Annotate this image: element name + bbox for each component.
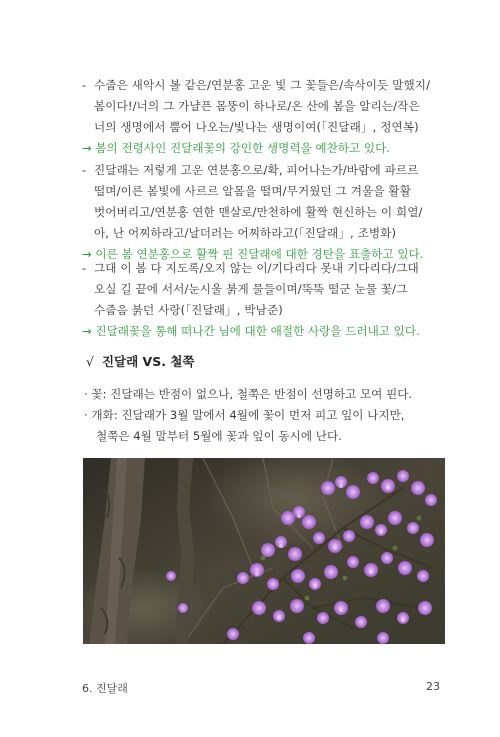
quote-line: 봄이다!/너의 그 가냘픈 몸뚱이 하나로/온 산에 봄을 알리는/작은 [94,99,420,113]
bullet-flower: · 꽃: 진달래는 반점이 없으나, 철쭉은 반점이 선명하고 모여 핀다. [84,387,413,401]
quote-line: 아, 난 어찌하라고/날더러는 어찌하라고(「진달래」, 조병화) [94,226,397,240]
quote-1-text [82,75,454,138]
quote-line: 너의 생명에서 뿜어 나오는/빛나는 생명이여(「진달래」, 정연복) [94,120,419,134]
quote-dash: - [82,261,87,275]
checkmark-icon: √ [86,354,94,369]
bullet-bloom: · 개화: 진달래가 3월 말에서 4월에 꽃이 먼저 피고 잎이 나지만, [84,408,405,422]
comparison-list [84,384,456,447]
quote-line: 벗어버리고/연분홍 연한 맨살로/만천하에 활짝 현신하는 이 희열/ [94,205,423,219]
quote-line: 그대 이 봄 다 지도록/오지 않는 이/기다리다 못내 기다리다/그대 [94,261,419,275]
quote-line: 진달래는 저렇게 고운 연분홍으로/확, 피어나는가/바람에 파르르 [94,163,419,177]
section-heading [86,352,194,370]
quote-line: 수줍은 새악시 볼 같은/연분홍 고운 빛 그 꽃들은/속삭이듯 말했지/ [94,78,431,92]
azalea-photo-illustration [83,458,445,644]
quote-line: 수줍음 붉던 사랑(「진달래」, 박남준) [94,303,283,317]
quote-block-1 [82,75,454,159]
quote-block-2 [82,160,454,265]
section-title-text: 진달래 VS. 철쭉 [101,354,195,369]
quote-line: 오실 길 끝에 서서/눈시울 붉게 물들이며/뚝뚝 떨군 눈물 꽃/그 [94,282,408,296]
quote-3-text [82,258,454,321]
quote-dash: - [82,78,87,92]
page-number: 23 [426,680,440,693]
footer-chapter-title: 6. 진달래 [82,682,128,695]
quote-3-interpretation: → 진달래꽃을 통해 떠나간 님에 대한 애절한 사랑을 드러내고 있다. [82,324,420,338]
quote-2-interpretation: → 이른 봄 연분홍으로 활짝 핀 진달래에 대한 경탄을 표출하고 있다. [82,247,424,261]
quote-1-interpretation: → 봄의 전령사인 진달래꽃의 강인한 생명력을 예찬하고 있다. [82,141,390,155]
azalea-photo [83,458,445,644]
quote-line: 떨며/이른 봄빛에 사르르 알몸을 떨며/무거웠던 그 겨울을 활활 [94,184,411,198]
quote-block-3 [82,258,454,342]
bullet-bloom-continued: 철쭉은 4월 말부터 5월에 꽃과 잎이 동시에 난다. [96,429,342,443]
quote-2-text [82,160,454,244]
quote-dash: - [82,163,87,177]
